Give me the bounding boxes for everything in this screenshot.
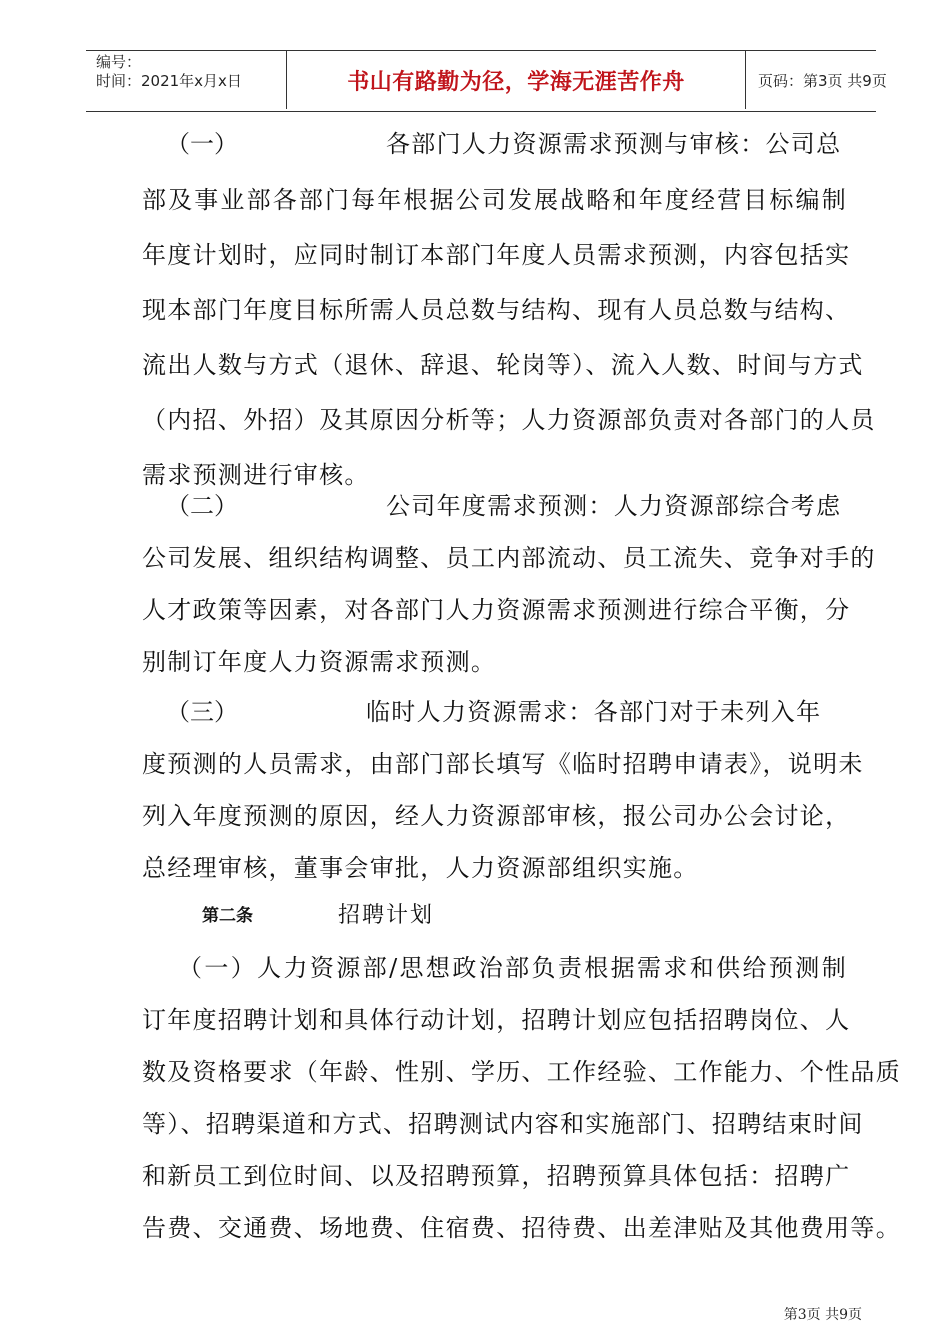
- article-label: 第二条: [202, 906, 253, 926]
- item-3-heading: 临时人力资源需求：各部门对于未列入年: [366, 698, 822, 726]
- item-2-number: （二）: [166, 492, 238, 520]
- item-1-line-4: 流出人数与方式（退休、辞退、轮岗等）、流入人数、时间与方式: [142, 351, 864, 379]
- motto-box: [286, 51, 746, 109]
- item-3-number: （三）: [166, 698, 238, 726]
- item-1-line-6: 需求预测进行审核。: [142, 461, 370, 489]
- item-3-line-1: 度预测的人员需求，由部门部长填写《临时招聘申请表》，说明未: [142, 750, 864, 778]
- page-header: [86, 50, 887, 112]
- item-2-line-2: 人才政策等因素，对各部门人力资源需求预测进行综合平衡，分: [142, 596, 851, 624]
- article-item-line-2: 数及资格要求（年龄、性别、学历、工作经验、工作能力、个性品质: [142, 1058, 901, 1086]
- item-2-line-3: 别制订年度人力资源需求预测。: [142, 648, 497, 676]
- header-meta: [96, 53, 242, 91]
- header-page-info: 页码：第3页 共9页: [758, 72, 887, 90]
- item-1-line-2: 年度计划时，应同时制订本部门年度人员需求预测，内容包括实: [142, 241, 851, 269]
- article-title: 招聘计划: [338, 903, 435, 928]
- item-1-line-3: 现本部门年度目标所需人员总数与结构、现有人员总数与结构、: [142, 296, 851, 324]
- motto-text: 书山有路勤为径，学海无涯苦作舟: [347, 70, 685, 95]
- article-item-line-4: 和新员工到位时间、以及招聘预算，招聘预算具体包括：招聘广: [142, 1162, 851, 1190]
- code-label: 编号：: [96, 53, 142, 71]
- time-label: 时间：2021年x月x日: [96, 72, 242, 90]
- item-2-line-1: 公司发展、组织结构调整、员工内部流动、员工流失、竞争对手的: [142, 544, 876, 572]
- item-2-heading: 公司年度需求预测：人力资源部综合考虑: [386, 492, 842, 520]
- item-3-line-2: 列入年度预测的原因，经人力资源部审核，报公司办公会讨论，: [142, 802, 851, 830]
- article-item-first-line: （一）人力资源部/思想政治部负责根据需求和供给预测制: [178, 954, 847, 982]
- item-1-line-1: 部及事业部各部门每年根据公司发展战略和年度经营目标编制: [142, 186, 847, 214]
- item-1-heading: 各部门人力资源需求预测与审核：公司总: [386, 130, 842, 158]
- article-item-line-5: 告费、交通费、场地费、住宿费、招待费、出差津贴及其他费用等。: [142, 1214, 901, 1242]
- article-item-line-1: 订年度招聘计划和具体行动计划，招聘计划应包括招聘岗位、人: [142, 1006, 851, 1034]
- item-3-line-3: 总经理审核，董事会审批，人力资源部组织实施。: [142, 854, 699, 882]
- page-footer: 第3页 共9页: [783, 1307, 862, 1323]
- item-1-line-5: （内招、外招）及其原因分析等；人力资源部负责对各部门的人员: [142, 406, 876, 434]
- item-1-number: （一）: [166, 130, 238, 158]
- article-item-line-3: 等）、招聘渠道和方式、招聘测试内容和实施部门、招聘结束时间: [142, 1110, 864, 1138]
